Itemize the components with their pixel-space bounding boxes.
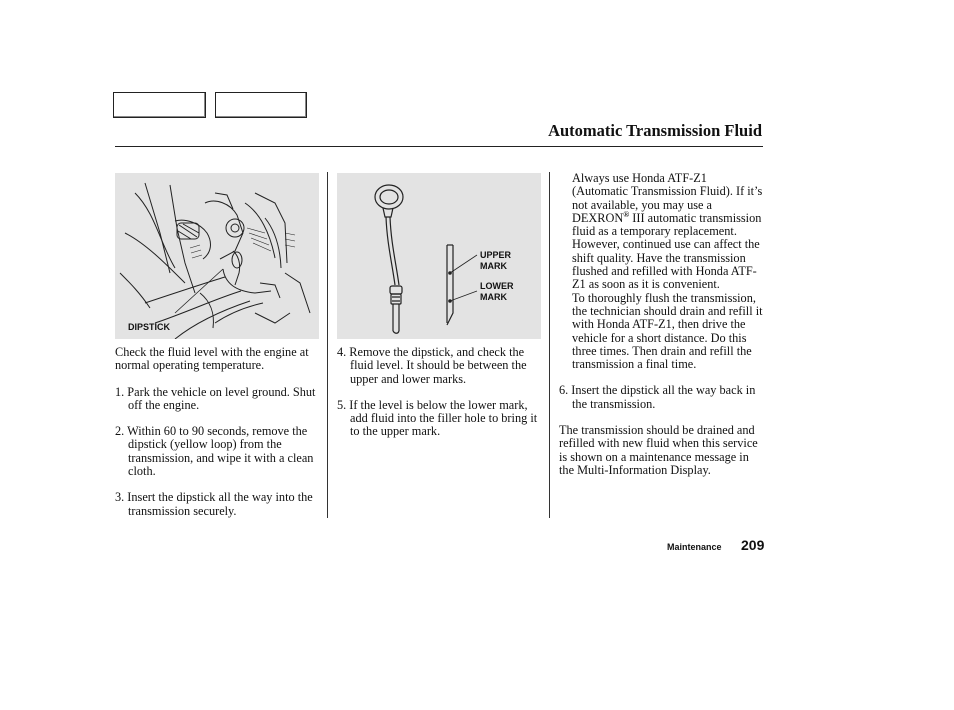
footer-section-name: Maintenance [667, 542, 722, 552]
nav-button-next[interactable] [215, 92, 307, 118]
engine-bay-illustration [115, 173, 319, 339]
fluid-note [559, 172, 764, 371]
step-4: 4. Remove the dipstick, and check the fluid level. It should be between the upper and lower marks. [337, 345, 527, 386]
dipstick-label: DIPSTICK [128, 322, 171, 332]
column-3-text [559, 172, 764, 477]
column-divider-2 [549, 172, 550, 518]
column-divider-1 [327, 172, 328, 518]
intro-paragraph: Check the fluid level with the engine at normal operating temperature. [115, 345, 309, 373]
step-1: 1. Park the vehicle on level ground. Shut off the engine. [115, 384, 316, 412]
step-2: 2. Within 60 to 90 seconds, remove the dipstick (yellow loop) from the transmission, and wipe it with a clean cloth. [115, 424, 314, 479]
dipstick-marks-figure [337, 173, 541, 339]
step-3: 3. Insert the dipstick all the way into the transmission securely. [115, 490, 313, 518]
upper-mark-label: UPPER MARK [480, 250, 512, 271]
registered-mark: ® [623, 209, 630, 219]
closing-paragraph: The transmission should be drained and refilled with new fluid when this service is shown on a maintenance message in the Multi-Information Display. [559, 423, 758, 477]
step-6: 6. Insert the dipstick all the way back in the transmission. [559, 383, 756, 411]
title-rule [115, 146, 763, 147]
page-title: Automatic Transmission Fluid [548, 121, 762, 140]
column-2-text [337, 346, 542, 439]
flush-note-paragraph: To thoroughly flush the transmission, the technician should drain and refill it with Honda ATF-Z1, then drive the vehicle for a short distance. Do this three times. Then drain and refill the transmission a final time. [572, 290, 763, 372]
step-5: 5. If the level is below the lower mark, add fluid into the filler hole to bring it to the upper mark. [337, 397, 538, 439]
fluid-note-paragraph [572, 172, 764, 292]
column-1-text [115, 346, 320, 518]
nav-button-previous[interactable] [113, 92, 206, 118]
fluid-note-text-a: Always use Honda ATF-Z1 (Automatic Transmission Fluid). If it’s not available, you may use a DEXRON [572, 171, 763, 225]
fluid-note-text-b: III automatic transmission fluid as a temporary replacement. However, continued use can affect the shift quality. Have the transmission flushed and refilled with Honda ATF-Z1 as soon as it is convenient. [572, 210, 762, 292]
engine-dipstick-figure [115, 173, 319, 339]
lower-mark-label: LOWER MARK [480, 281, 514, 302]
page-number: 209 [741, 537, 765, 553]
